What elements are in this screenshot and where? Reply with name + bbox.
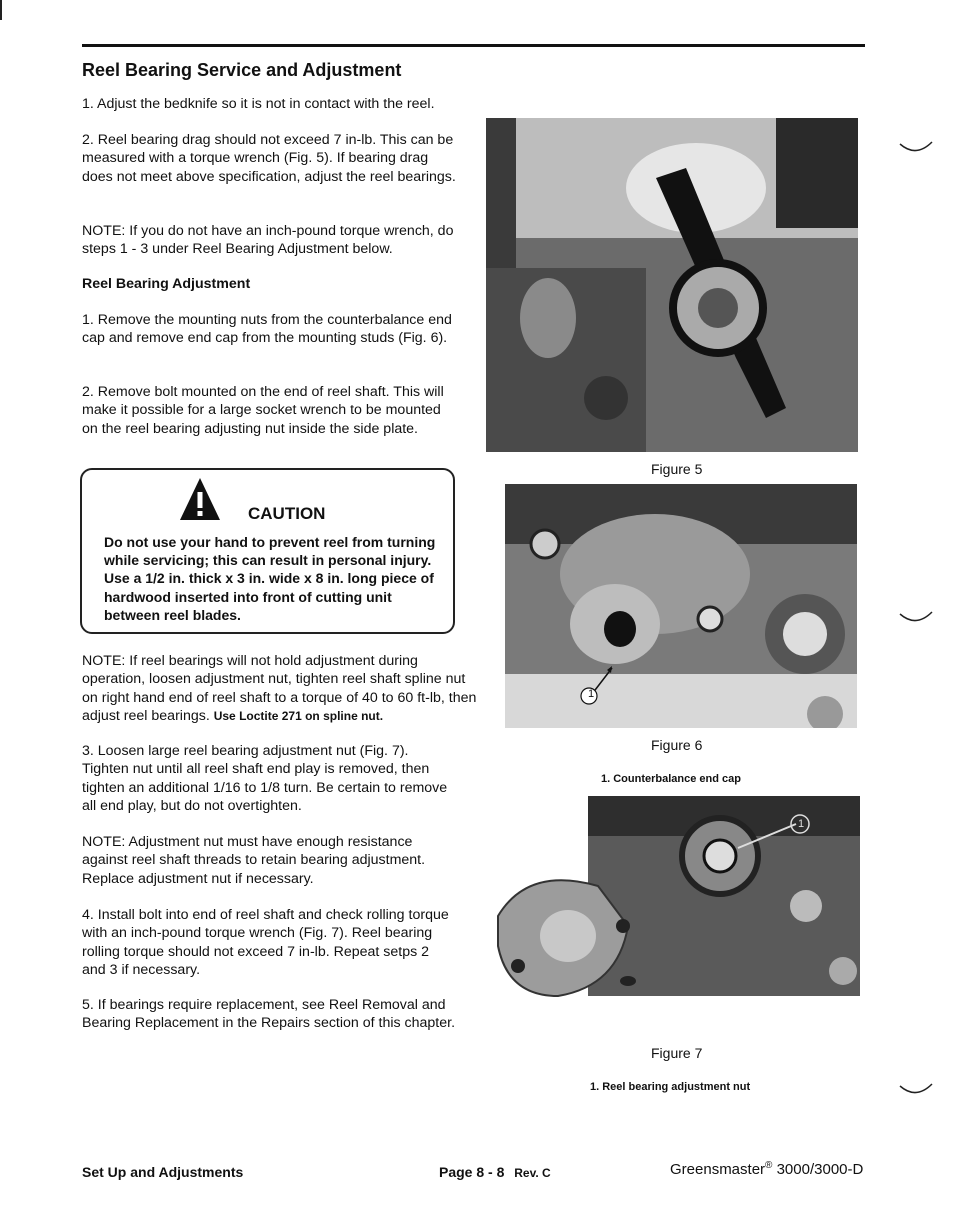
figure-7-photo	[488, 796, 860, 1032]
binder-nick-mark	[898, 138, 934, 156]
caution-box	[80, 468, 455, 634]
subheading: Reel Bearing Adjustment	[82, 276, 251, 292]
caution-body: Do not use your hand to prevent reel from turning while servicing; this can result in personal injury. Use a 1/2 in. thick x 3 in. wide x 8 in. long piece of hardwood inserted into front of cutting unit between reel blades.	[104, 534, 436, 623]
header-rule	[82, 44, 865, 47]
adjust-step-3: 3. Loosen large reel bearing adjustment nut (Fig. 7). Tighten nut until all reel shaft end play is removed, then tighten an additional 1/16 to 1/8 turn. Be certain to remove all end play, but do not overtighten.	[82, 743, 448, 814]
footer-page-number: Page 8 - 8	[439, 1164, 505, 1180]
step-1: 1. Adjust the bedknife so it is not in contact with the reel.	[82, 96, 435, 112]
figure-6-caption: Figure 6	[651, 737, 703, 753]
note-2-text: NOTE: If reel bearings will not hold adjustment during operation, loosen adjustment nut, tighten reel shaft spline nut on right hand end of reel shaft to a torque of 40 to 60 ft-lb, then adjust reel bearings.	[82, 653, 477, 724]
adjust-step-4: 4. Install bolt into end of reel shaft and check rolling torque with an inch-pound torque wrench (Fig. 7). Reel bearing rolling torque should not exceed 7 in-lb. Repeat setps 2 and 3 if necessary.	[82, 907, 449, 978]
figure-6-callout-number: 1	[587, 688, 595, 700]
margin-mark	[0, 0, 2, 20]
figure-6-legend: 1. Counterbalance end cap	[601, 773, 741, 785]
note-2	[82, 652, 482, 725]
figure-5-caption: Figure 5	[651, 461, 703, 477]
adjust-step-5: 5. If bearings require replacement, see Reel Removal and Bearing Replacement in the Repairs section of this chapter.	[82, 997, 456, 1032]
section-title: Reel Bearing Service and Adjustment	[82, 60, 402, 80]
note-3: NOTE: Adjustment nut must have enough resistance against reel shaft threads to retain bearing adjustment. Replace adjustment nut if necessary.	[82, 834, 426, 887]
step-2: 2. Reel bearing drag should not exceed 7 in-lb. This can be measured with a torque wrench (Fig. 5). If bearing drag does not meet above specification, adjust the reel bearings.	[82, 132, 456, 185]
footer-product-name: Greensmaster	[670, 1161, 766, 1178]
figure-7-callout-number: 1	[797, 818, 805, 830]
figure-5-photo	[486, 118, 858, 452]
binder-nick-mark	[898, 608, 934, 626]
figure-6-photo	[505, 484, 857, 728]
figure-7-caption: Figure 7	[651, 1045, 703, 1061]
caution-heading: CAUTION	[248, 504, 326, 523]
footer-registered-mark: ®	[765, 1160, 773, 1171]
footer-product	[670, 1160, 863, 1178]
footer-section: Set Up and Adjustments	[82, 1164, 244, 1180]
adjust-step-1: 1. Remove the mounting nuts from the counterbalance end cap and remove end cap from the mounting studs (Fig. 6).	[82, 312, 452, 347]
footer-page	[439, 1164, 551, 1180]
figure-7-legend: 1. Reel bearing adjustment nut	[590, 1081, 751, 1093]
footer-model: 3000/3000-D	[776, 1161, 864, 1178]
adjust-step-2: 2. Remove bolt mounted on the end of reel shaft. This will make it possible for a large socket wrench to be mounted on the reel bearing adjusting nut inside the side plate.	[82, 384, 444, 437]
note-1: NOTE: If you do not have an inch-pound torque wrench, do steps 1 - 3 under Reel Bearing Adjustment below.	[82, 223, 454, 258]
warning-triangle-icon	[178, 476, 222, 522]
note-2-tail: Use Loctite 271 on spline nut.	[213, 708, 384, 723]
figure-6-callout-arrow	[578, 664, 618, 706]
binder-nick-mark	[898, 1080, 934, 1098]
footer-rev: Rev. C	[514, 1166, 551, 1180]
